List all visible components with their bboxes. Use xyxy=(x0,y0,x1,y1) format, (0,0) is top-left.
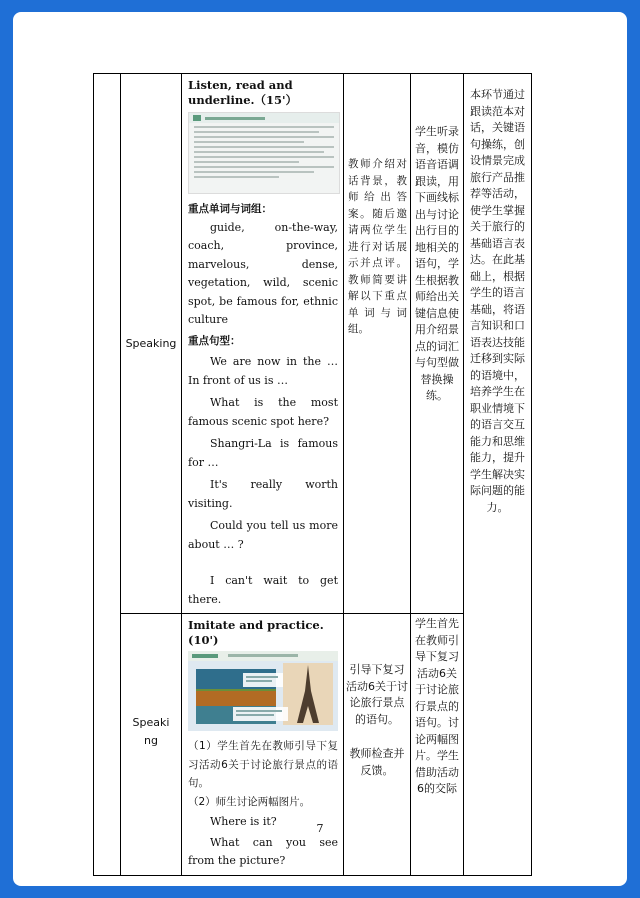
empty-cell xyxy=(94,74,121,876)
sentence-item: It's really worth visiting. xyxy=(188,478,338,510)
step-item: （2）师生讨论两幅图片。 xyxy=(188,795,311,808)
sentences-title: 重点句型： xyxy=(188,334,241,347)
sentence-item: We are now in the … In front of us is … xyxy=(188,355,338,387)
activity-heading: Listen, read and underline.（15'） xyxy=(188,78,298,107)
vocab-list: guide, on-the-way, coach, province, marvelous, dense, vegetation, wild, scenic spot, be famous for, ethnic culture xyxy=(188,220,338,326)
question-item: What can you see from the picture? xyxy=(188,835,338,867)
student-activity-cell: 学生首先在教师引导下复习活动6关于讨论旅行景点的语句。讨论两幅图片。学生借助活动6的交际 xyxy=(411,614,464,876)
activity-heading: Imitate and practice.(10') xyxy=(188,618,324,647)
vocab-title: 重点单词与词组： xyxy=(188,203,272,215)
textbook-dialogue-image xyxy=(188,112,340,194)
page-number: 7 xyxy=(316,822,324,835)
teacher-activity-cell: 教师介绍对话背景，教师给出答案。随后邀请两位学生进行对话展示并点评。教师简要讲解以下重点单词与词组。 xyxy=(344,74,411,614)
stage-cell: Speaking xyxy=(121,614,182,876)
lesson-plan-table xyxy=(93,73,532,876)
sentence-item: Could you tell us more about … ? xyxy=(188,519,338,551)
step-item: （1）学生首先在教师引导下复习活动6关于讨论旅行景点的语句。 xyxy=(188,740,338,789)
sentence-item: I can't wait to get there. xyxy=(188,574,338,606)
table-row xyxy=(94,74,532,614)
activity-cell xyxy=(182,74,344,614)
question-item: Where is it? xyxy=(210,815,277,828)
teacher-activity-cell: 引导下复习活动6关于讨论旅行景点的语句。 教师检查并反馈。 xyxy=(344,614,411,876)
scenic-photos-image xyxy=(188,651,338,731)
activity-cell xyxy=(182,614,344,876)
student-activity-cell: 学生听录音，模仿语音语调跟读，用下画线标出与讨论出行目的地相关的语句，学生根据教师给出关键信息使用介绍景点的词汇与句型做替换操练。 xyxy=(411,74,464,614)
sentence-item: What is the most famous scenic spot here? xyxy=(188,396,338,428)
design-purpose-cell: 本环节通过跟读范本对话，关键语句操练，创设情景完成旅行产品推荐等活动，使学生掌握关于旅行的基础语言表达。在此基础上，根据学生的语言基础，将语言知识和口语表达技能迁移到实际的语境中，培养学生在职业情境下的语言交互能力和思维能力，提升学生解决实际问题的能力。 xyxy=(464,74,532,876)
sentence-item: Shangri-La is famous for … xyxy=(188,437,338,469)
stage-cell: Speaking xyxy=(121,74,182,614)
